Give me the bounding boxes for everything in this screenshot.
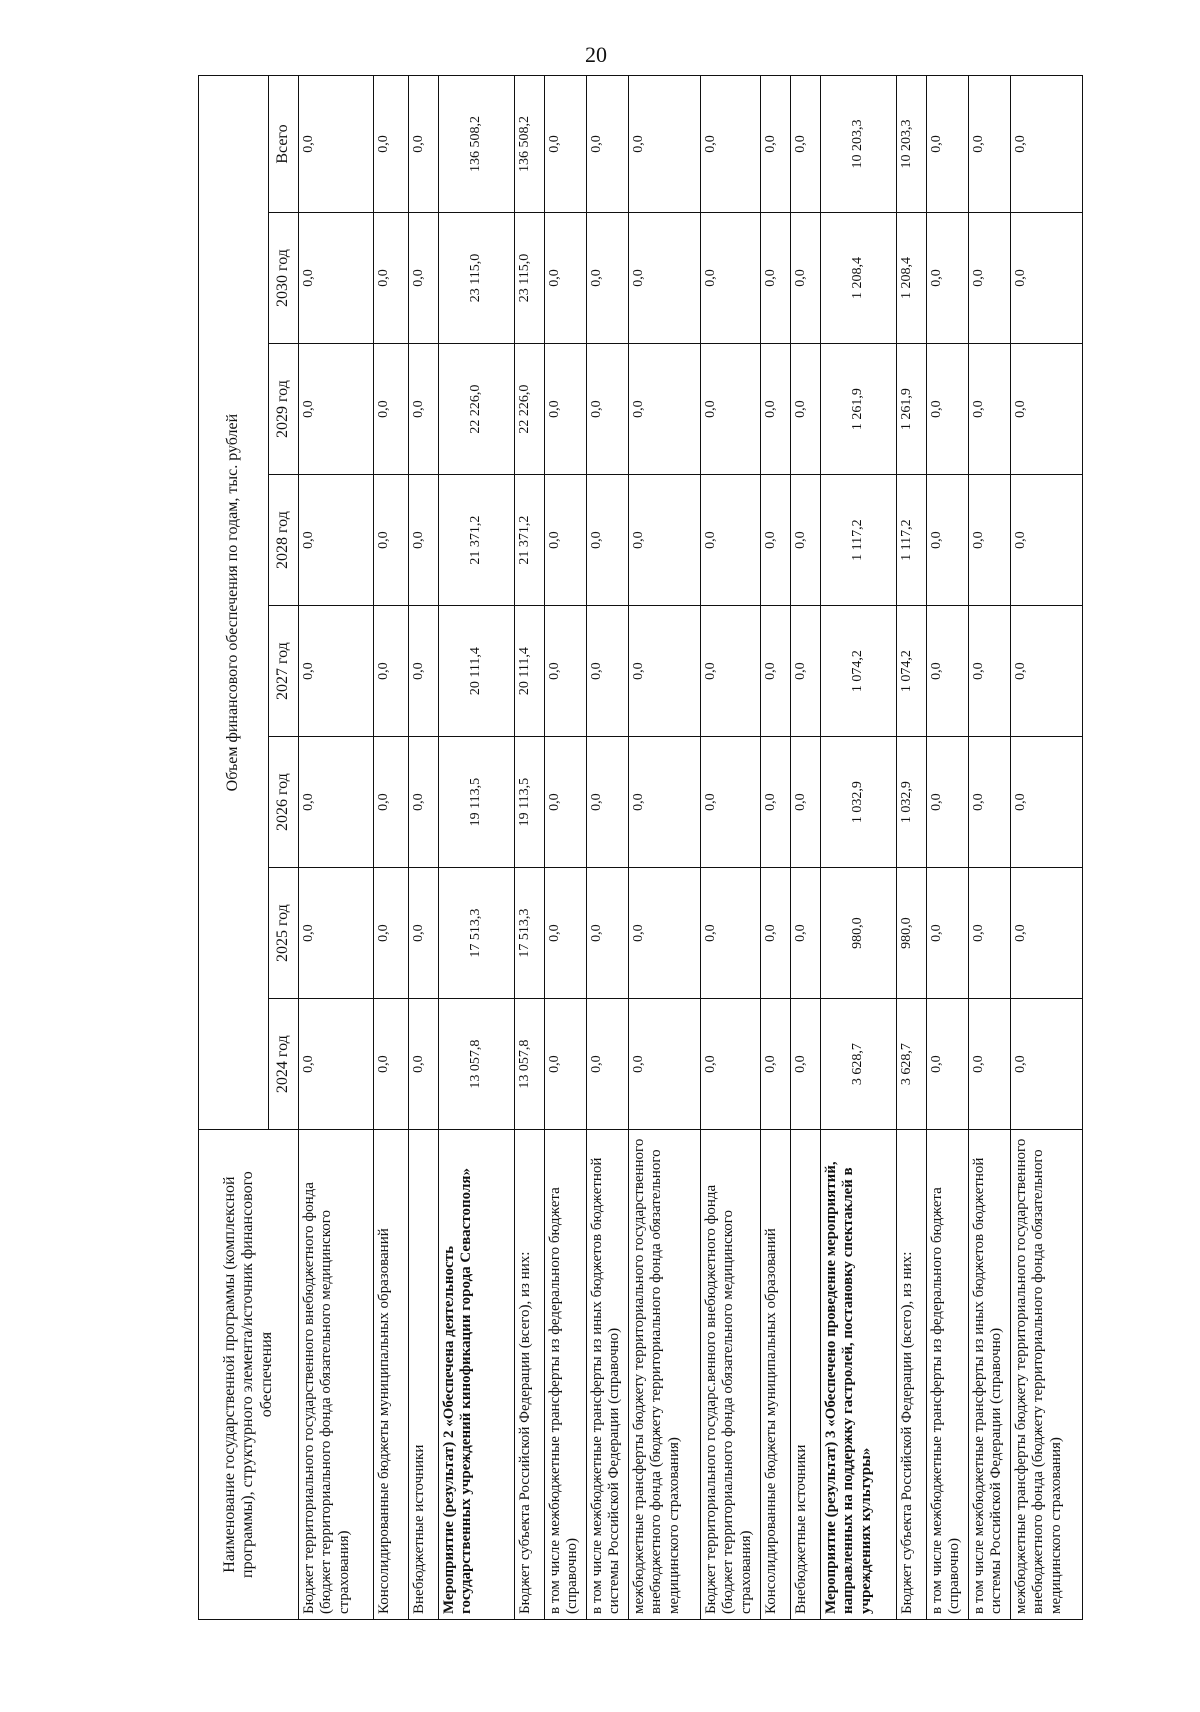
row-value-cell: 0,0 <box>1011 475 1083 606</box>
row-value-cell: 0,0 <box>791 999 821 1130</box>
row-value-cell: 0,0 <box>299 868 374 999</box>
row-value-cell: 0,0 <box>299 475 374 606</box>
row-total-cell: 0,0 <box>969 76 1011 213</box>
header-year: 2027 год <box>269 606 299 737</box>
row-total-cell: 136 508,2 <box>515 76 545 213</box>
row-value-cell: 0,0 <box>969 475 1011 606</box>
row-total-cell: 0,0 <box>374 76 409 213</box>
header-year: 2025 год <box>269 868 299 999</box>
header-financing-volume: Объем финансового обеспечения по годам, тыс. рублей <box>199 76 269 1130</box>
row-value-cell: 0,0 <box>761 999 791 1130</box>
rotated-table-container <box>198 75 1078 1620</box>
table-row <box>1011 76 1083 1620</box>
row-total-cell: 0,0 <box>587 76 629 213</box>
row-value-cell: 0,0 <box>761 868 791 999</box>
row-name: межбюджетные трансферты бюджету территориального государственного внебюджетного фонда (бюджету территориального фонда обязательного медицинского страхования) <box>629 1130 701 1620</box>
row-value-cell: 0,0 <box>761 737 791 868</box>
row-value-cell: 0,0 <box>545 737 587 868</box>
row-name: Бюджет территориального государственного внебюджетного фонда (бюджет территориального фонда обязательного медицинского страхования) <box>299 1130 374 1620</box>
row-value-cell: 22 226,0 <box>515 344 545 475</box>
row-value-cell: 0,0 <box>927 213 969 344</box>
row-value-cell: 0,0 <box>545 999 587 1130</box>
row-value-cell: 1 074,2 <box>897 606 927 737</box>
row-value-cell: 0,0 <box>629 999 701 1130</box>
row-value-cell: 0,0 <box>1011 344 1083 475</box>
row-value-cell: 0,0 <box>545 213 587 344</box>
row-value-cell: 1 032,9 <box>821 737 897 868</box>
table-row <box>299 76 374 1620</box>
row-value-cell: 1 208,4 <box>897 213 927 344</box>
row-value-cell: 0,0 <box>587 344 629 475</box>
row-name: в том числе межбюджетные трансферты из иных бюджетов бюджетной системы Российской Федерации (справочно) <box>587 1130 629 1620</box>
row-total-cell: 0,0 <box>299 76 374 213</box>
table-row <box>969 76 1011 1620</box>
row-value-cell: 23 115,0 <box>439 213 515 344</box>
table-row <box>897 76 927 1620</box>
row-value-cell: 0,0 <box>927 737 969 868</box>
row-value-cell: 0,0 <box>761 344 791 475</box>
row-value-cell: 21 371,2 <box>515 475 545 606</box>
row-value-cell: 0,0 <box>409 606 439 737</box>
header-year: 2026 год <box>269 737 299 868</box>
row-value-cell: 17 513,3 <box>439 868 515 999</box>
row-total-cell: 0,0 <box>409 76 439 213</box>
row-value-cell: 0,0 <box>545 475 587 606</box>
row-value-cell: 0,0 <box>1011 606 1083 737</box>
row-total-cell: 0,0 <box>701 76 761 213</box>
table-row <box>515 76 545 1620</box>
table-row <box>409 76 439 1620</box>
row-value-cell: 13 057,8 <box>439 999 515 1130</box>
row-value-cell: 0,0 <box>409 737 439 868</box>
row-name: Бюджет субъекта Российской Федерации (всего), из них: <box>515 1130 545 1620</box>
table-body <box>299 76 1083 1620</box>
row-value-cell: 0,0 <box>374 344 409 475</box>
row-value-cell: 1 032,9 <box>897 737 927 868</box>
row-value-cell: 0,0 <box>299 213 374 344</box>
row-value-cell: 0,0 <box>969 344 1011 475</box>
row-value-cell: 0,0 <box>791 475 821 606</box>
row-value-cell: 0,0 <box>701 213 761 344</box>
row-value-cell: 0,0 <box>299 606 374 737</box>
row-name: в том числе межбюджетные трансферты из федерального бюджета (справочно) <box>927 1130 969 1620</box>
row-value-cell: 0,0 <box>629 737 701 868</box>
row-value-cell: 0,0 <box>927 999 969 1130</box>
table-row <box>374 76 409 1620</box>
row-value-cell: 20 111,4 <box>439 606 515 737</box>
row-value-cell: 1 074,2 <box>821 606 897 737</box>
table-row <box>761 76 791 1620</box>
row-name: Бюджет субъекта Российской Федерации (всего), из них: <box>897 1130 927 1620</box>
row-value-cell: 3 628,7 <box>897 999 927 1130</box>
row-value-cell: 0,0 <box>927 868 969 999</box>
row-value-cell: 0,0 <box>761 475 791 606</box>
row-total-cell: 10 203,3 <box>821 76 897 213</box>
row-value-cell: 0,0 <box>545 868 587 999</box>
row-total-cell: 0,0 <box>1011 76 1083 213</box>
row-value-cell: 0,0 <box>791 868 821 999</box>
row-value-cell: 980,0 <box>897 868 927 999</box>
row-value-cell: 0,0 <box>969 999 1011 1130</box>
page-number: 20 <box>585 42 607 67</box>
row-value-cell: 0,0 <box>701 737 761 868</box>
header-name-column: Наименование государственной программы (комплексной программы), структурного элемента/источник финансового обеспечения <box>199 1130 299 1620</box>
table-row <box>439 76 515 1620</box>
row-value-cell: 0,0 <box>409 999 439 1130</box>
row-value-cell: 0,0 <box>969 868 1011 999</box>
row-value-cell: 0,0 <box>1011 737 1083 868</box>
row-value-cell: 1 208,4 <box>821 213 897 344</box>
row-value-cell: 0,0 <box>587 475 629 606</box>
row-value-cell: 0,0 <box>791 344 821 475</box>
row-value-cell: 0,0 <box>1011 999 1083 1130</box>
row-value-cell: 0,0 <box>409 475 439 606</box>
row-value-cell: 0,0 <box>761 213 791 344</box>
table-row <box>701 76 761 1620</box>
row-value-cell: 0,0 <box>587 868 629 999</box>
row-value-cell: 17 513,3 <box>515 868 545 999</box>
row-value-cell: 1 117,2 <box>897 475 927 606</box>
table-row <box>629 76 701 1620</box>
row-value-cell: 0,0 <box>374 213 409 344</box>
row-value-cell: 13 057,8 <box>515 999 545 1130</box>
row-value-cell: 0,0 <box>969 213 1011 344</box>
row-name: межбюджетные трансферты бюджету территориального государственного внебюджетного фонда (бюджету территориального фонда обязательного медицинского страхования) <box>1011 1130 1083 1620</box>
row-value-cell: 19 113,5 <box>439 737 515 868</box>
financing-table <box>198 75 1083 1620</box>
row-name: Консолидированные бюджеты муниципальных образований <box>374 1130 409 1620</box>
row-value-cell: 0,0 <box>409 344 439 475</box>
row-value-cell: 0,0 <box>629 213 701 344</box>
row-value-cell: 0,0 <box>629 606 701 737</box>
row-value-cell: 0,0 <box>587 737 629 868</box>
row-total-cell: 0,0 <box>927 76 969 213</box>
row-value-cell: 19 113,5 <box>515 737 545 868</box>
row-value-cell: 0,0 <box>409 868 439 999</box>
row-name: в том числе межбюджетные трансферты из федерального бюджета (справочно) <box>545 1130 587 1620</box>
row-total-cell: 0,0 <box>545 76 587 213</box>
row-value-cell: 0,0 <box>701 606 761 737</box>
row-value-cell: 0,0 <box>791 606 821 737</box>
row-value-cell: 0,0 <box>545 606 587 737</box>
row-value-cell: 0,0 <box>927 344 969 475</box>
row-value-cell: 0,0 <box>299 344 374 475</box>
header-year: 2030 год <box>269 213 299 344</box>
row-value-cell: 0,0 <box>629 344 701 475</box>
table-row <box>927 76 969 1620</box>
row-value-cell: 0,0 <box>374 475 409 606</box>
row-value-cell: 0,0 <box>927 475 969 606</box>
row-name: Консолидированные бюджеты муниципальных образований <box>761 1130 791 1620</box>
row-total-cell: 0,0 <box>629 76 701 213</box>
row-value-cell: 0,0 <box>1011 213 1083 344</box>
row-total-cell: 136 508,2 <box>439 76 515 213</box>
table-row <box>821 76 897 1620</box>
row-name: Мероприятие (результат) 2 «Обеспечена деятельность государственных учреждений кинофикации города Севастополя» <box>439 1130 515 1620</box>
row-value-cell: 0,0 <box>374 737 409 868</box>
row-value-cell: 21 371,2 <box>439 475 515 606</box>
row-value-cell: 0,0 <box>374 868 409 999</box>
row-value-cell: 3 628,7 <box>821 999 897 1130</box>
row-name: Мероприятие (результат) 3 «Обеспечено проведение мероприятий, направленных на поддержку гастролей, постановку спектаклей в учреждениях культуры» <box>821 1130 897 1620</box>
row-value-cell: 0,0 <box>587 999 629 1130</box>
header-year: 2024 год <box>269 999 299 1130</box>
header-year: 2028 год <box>269 475 299 606</box>
row-value-cell: 0,0 <box>299 737 374 868</box>
row-name: Бюджет территориального государс.венного внебюджетного фонда (бюджет территориального фонда обязательного медицинского страхования) <box>701 1130 761 1620</box>
header-total: Всего <box>269 76 299 213</box>
table-row <box>587 76 629 1620</box>
row-value-cell: 0,0 <box>629 475 701 606</box>
row-value-cell: 0,0 <box>587 213 629 344</box>
row-value-cell: 0,0 <box>701 344 761 475</box>
row-value-cell: 0,0 <box>761 606 791 737</box>
row-value-cell: 0,0 <box>374 606 409 737</box>
row-value-cell: 1 117,2 <box>821 475 897 606</box>
row-total-cell: 10 203,3 <box>897 76 927 213</box>
row-value-cell: 0,0 <box>701 475 761 606</box>
row-value-cell: 1 261,9 <box>897 344 927 475</box>
row-value-cell: 23 115,0 <box>515 213 545 344</box>
row-name: Внебюджетные источники <box>791 1130 821 1620</box>
row-value-cell: 0,0 <box>791 737 821 868</box>
row-value-cell: 0,0 <box>969 737 1011 868</box>
table-row <box>545 76 587 1620</box>
row-total-cell: 0,0 <box>761 76 791 213</box>
row-value-cell: 0,0 <box>927 606 969 737</box>
table-row <box>791 76 821 1620</box>
row-total-cell: 0,0 <box>791 76 821 213</box>
row-value-cell: 0,0 <box>545 344 587 475</box>
row-value-cell: 0,0 <box>969 606 1011 737</box>
row-value-cell: 20 111,4 <box>515 606 545 737</box>
row-value-cell: 0,0 <box>374 999 409 1130</box>
row-value-cell: 980,0 <box>821 868 897 999</box>
header-year: 2029 год <box>269 344 299 475</box>
row-value-cell: 0,0 <box>701 999 761 1130</box>
row-value-cell: 22 226,0 <box>439 344 515 475</box>
row-value-cell: 0,0 <box>629 868 701 999</box>
row-name: в том числе межбюджетные трансферты из иных бюджетов бюджетной системы Российской Федерации (справочно) <box>969 1130 1011 1620</box>
row-value-cell: 0,0 <box>587 606 629 737</box>
row-value-cell: 0,0 <box>791 213 821 344</box>
row-value-cell: 0,0 <box>701 868 761 999</box>
row-name: Внебюджетные источники <box>409 1130 439 1620</box>
row-value-cell: 0,0 <box>409 213 439 344</box>
row-value-cell: 1 261,9 <box>821 344 897 475</box>
row-value-cell: 0,0 <box>1011 868 1083 999</box>
row-value-cell: 0,0 <box>299 999 374 1130</box>
